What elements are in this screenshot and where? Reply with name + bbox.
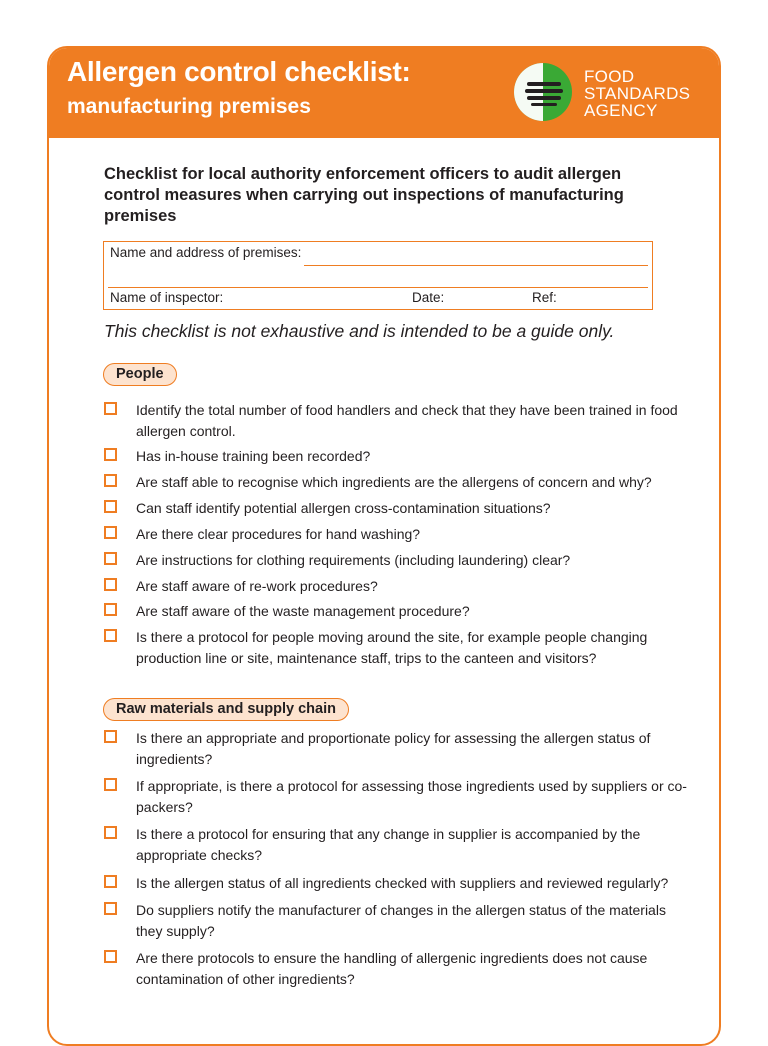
logo-line-standards: STANDARDS (584, 84, 691, 103)
intro-text: Checklist for local authority enforcement officers to audit allergen control measures when carrying out inspections of manufacturing premises (104, 165, 624, 225)
disclaimer-text: This checklist is not exhaustive and is intended to be a guide only. (104, 321, 615, 341)
checklist-item-text: Are there protocols to ensure the handling of allergenic ingredients does not cause contamination of other ingredients? (136, 950, 648, 987)
checkbox-icon[interactable] (104, 474, 117, 487)
checklist-item-text: Are staff aware of re-work procedures? (136, 578, 378, 594)
checklist-item-text: Can staff identify potential allergen cross-contamination situations? (136, 500, 551, 516)
checklist-item-text: Is there an appropriate and proportionate policy for assessing the allergen status of ingredients? (136, 730, 651, 767)
checkbox-icon[interactable] (104, 526, 117, 539)
checklist-item-text: Is there a protocol for ensuring that any change in supplier is accompanied by the appropriate checks? (136, 826, 641, 863)
checkbox-icon[interactable] (104, 578, 117, 591)
checklist-item-text: If appropriate, is there a protocol for assessing those ingredients used by suppliers or co-packers? (136, 778, 687, 815)
checkbox-icon[interactable] (104, 500, 117, 513)
checklist-item-text: Is there a protocol for people moving around the site, for example people changing production line or site, maintenance staff, trips to the canteen and visitors? (136, 629, 648, 666)
fsa-logo-text (584, 68, 690, 119)
checkbox-icon[interactable] (104, 402, 117, 415)
logo-line-food: FOOD (584, 67, 635, 86)
checkbox-icon[interactable] (104, 950, 117, 963)
checkbox-icon[interactable] (104, 730, 117, 743)
checkbox-icon[interactable] (104, 552, 117, 565)
date-label: Date: (412, 290, 445, 305)
checkbox-icon[interactable] (104, 448, 117, 461)
checklist-item-text: Is the allergen status of all ingredients checked with suppliers and reviewed regularly? (136, 875, 669, 891)
page-subtitle: manufacturing premises (67, 95, 311, 118)
checkbox-icon[interactable] (104, 902, 117, 915)
checklist-item-text: Identify the total number of food handlers and check that they have been trained in food allergen control. (136, 402, 678, 439)
checklist-item-text: Has in-house training been recorded? (136, 448, 371, 464)
checklist-item-text: Do suppliers notify the manufacturer of changes in the allergen status of the materials they supply? (136, 902, 666, 939)
fsa-logo-icon (513, 62, 573, 122)
name-address-field[interactable] (304, 265, 648, 266)
ref-label: Ref: (532, 290, 557, 305)
section-heading-people: People (103, 363, 177, 386)
inspector-label: Name of inspector: (110, 290, 224, 305)
address-field-line[interactable] (108, 287, 648, 288)
checkbox-icon[interactable] (104, 826, 117, 839)
checkbox-icon[interactable] (104, 603, 117, 616)
name-address-label: Name and address of premises: (110, 245, 302, 260)
checkbox-icon[interactable] (104, 778, 117, 791)
section-heading-raw-materials: Raw materials and supply chain (103, 698, 349, 721)
checklist-item-text: Are instructions for clothing requirements (including laundering) clear? (136, 552, 571, 568)
checklist-page (47, 46, 721, 1046)
checklist-item-text: Are there clear procedures for hand washing? (136, 526, 421, 542)
checkbox-icon[interactable] (104, 629, 117, 642)
page-title: Allergen control checklist: (67, 56, 411, 87)
header-banner (49, 48, 719, 138)
checklist-item-text: Are staff aware of the waste management procedure? (136, 603, 470, 619)
inspection-form (103, 241, 653, 310)
checklist-item-text: Are staff able to recognise which ingredients are the allergens of concern and why? (136, 474, 652, 490)
logo-line-agency: AGENCY (584, 101, 658, 120)
checkbox-icon[interactable] (104, 875, 117, 888)
